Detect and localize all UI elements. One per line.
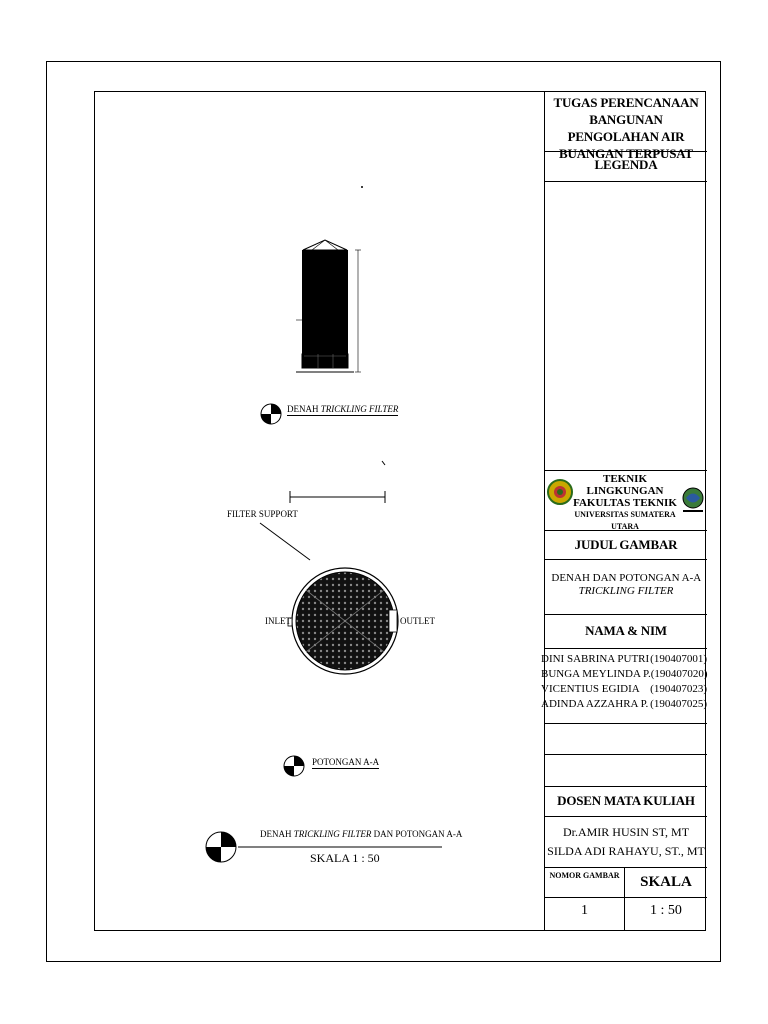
title-block: [541, 91, 708, 931]
filter-support-leader: [260, 523, 310, 560]
drawing-number: 1: [545, 898, 625, 931]
main-caption: DENAH TRICKLING FILTER DAN POTONGAN A-A: [260, 829, 463, 839]
blank-row-2: [545, 755, 707, 787]
lecturer-header: DOSEN MATA KULIAH: [545, 787, 707, 817]
students-list: [541, 649, 708, 724]
student-row: DINI SABRINA PUTRI (190407001): [541, 653, 707, 665]
lecturer-1: Dr.AMIR HUSIN ST, MT: [562, 825, 690, 839]
tank-elevation: [296, 240, 361, 372]
scale-value: 1 : 50: [650, 903, 682, 918]
student-row: BUNGA MEYLINDA P. (190407020): [541, 668, 708, 680]
blank-row-1: [545, 724, 707, 755]
project-title: TUGAS PERENCANAAN BANGUNAN PENGOLAHAN AIR BUANGAN TERPUSAT: [545, 91, 707, 152]
drawing-title: DENAH DAN POTONGAN A-A TRICKLING FILTER: [545, 560, 707, 615]
legend-area: [545, 182, 707, 471]
drawing-number-header: NOMOR GAMBAR: [545, 868, 625, 898]
scale-header: SKALA: [625, 868, 707, 898]
section-label: POTONGAN A-A: [312, 757, 380, 767]
dot-mark: [361, 186, 363, 188]
filter-support-label: FILTER SUPPORT: [227, 509, 298, 519]
students-header: NAMA & NIM: [545, 615, 707, 649]
section-marker-section: [284, 756, 304, 776]
number-scale-block: [545, 868, 707, 931]
drawing-title-header: JUDUL GAMBAR: [545, 531, 707, 560]
mark: [382, 461, 385, 465]
lecturer-list: [545, 817, 707, 868]
department-logo: [681, 485, 705, 513]
plan-label: DENAH TRICKLING FILTER: [287, 404, 399, 414]
diameter-dimension: [290, 491, 385, 503]
lecturer-2: SILDA ADI RAHAYU, ST., MT: [547, 844, 705, 858]
dept-name: TEKNIK LINGKUNGAN: [586, 473, 664, 497]
legend-header: LEGENDA: [545, 152, 707, 182]
section-marker-plan: [261, 404, 281, 424]
university-logo: [547, 477, 573, 507]
faculty-name: FAKULTAS TEKNIK: [573, 497, 677, 509]
student-row: VICENTIUS EGIDIA (190407023): [541, 683, 707, 695]
student-row: ADINDA AZZAHRA P. (190407025): [541, 698, 707, 710]
outlet-label: OUTLET: [400, 616, 435, 626]
tank-plan-circle: [288, 568, 398, 674]
inlet-label: INLET: [265, 616, 291, 626]
scale-caption: SKALA 1 : 50: [310, 851, 380, 865]
institution-block: [545, 471, 707, 531]
university-name: UNIVERSITAS SUMATERA UTARA: [574, 510, 676, 531]
